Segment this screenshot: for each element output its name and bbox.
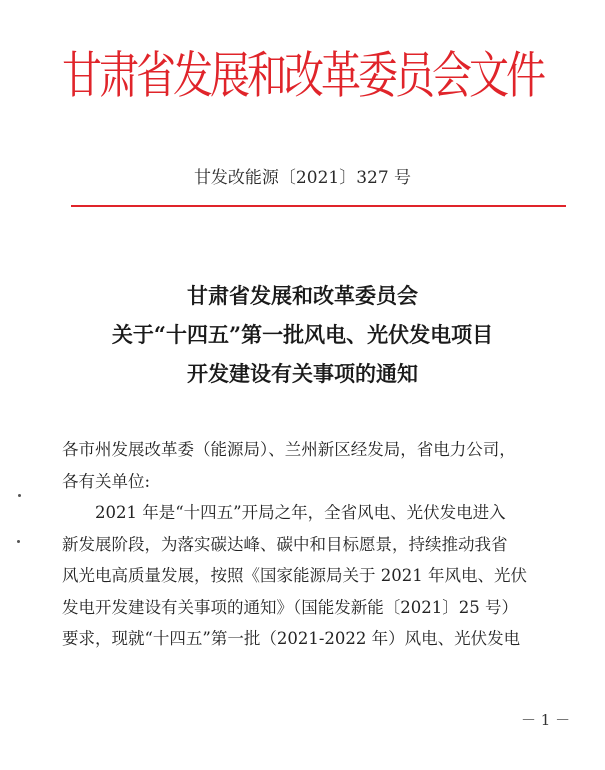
body-paragraph-line: 新发展阶段，为落实碳达峰、碳中和目标愿景，持续推动我省 — [62, 534, 508, 554]
body-paragraph-line: 风光电高质量发展，按照《国家能源局关于 2021 年风电、光伏 — [62, 566, 527, 585]
body-paragraph-line: 2021 年是“十四五”开局之年，全省风电、光伏发电进入 — [62, 503, 506, 522]
notice-title-line-3: 开发建设有关事项的通知 — [187, 361, 418, 386]
addressee-line-cont: 各有关单位: — [62, 471, 151, 491]
notice-body — [62, 434, 562, 655]
red-divider-line — [71, 205, 566, 207]
notice-title-line-2: 关于“十四五”第一批风电、光伏发电项目 — [111, 322, 494, 347]
addressee-line: 各市州发展改革委（能源局）、兰州新区经发局，省电力公司， — [62, 440, 516, 459]
notice-title — [0, 276, 605, 393]
notice-title-line-1: 甘肃省发展和改革委员会 — [187, 283, 418, 308]
page-number: － 1 － — [521, 711, 571, 729]
body-paragraph-line: 要求，现就“十四五”第一批（2021-2022 年）风电、光伏发电 — [62, 629, 521, 648]
body-paragraph-line: 发电开发建设有关事项的通知》（国能发新能〔2021〕25 号） — [62, 597, 518, 617]
issuer-header-title: 甘肃省发展和改革委员会文件 — [62, 47, 543, 105]
scan-speck — [17, 540, 20, 543]
scan-speck — [18, 494, 21, 497]
document-number: 甘发改能源〔2021〕327 号 — [193, 168, 412, 188]
